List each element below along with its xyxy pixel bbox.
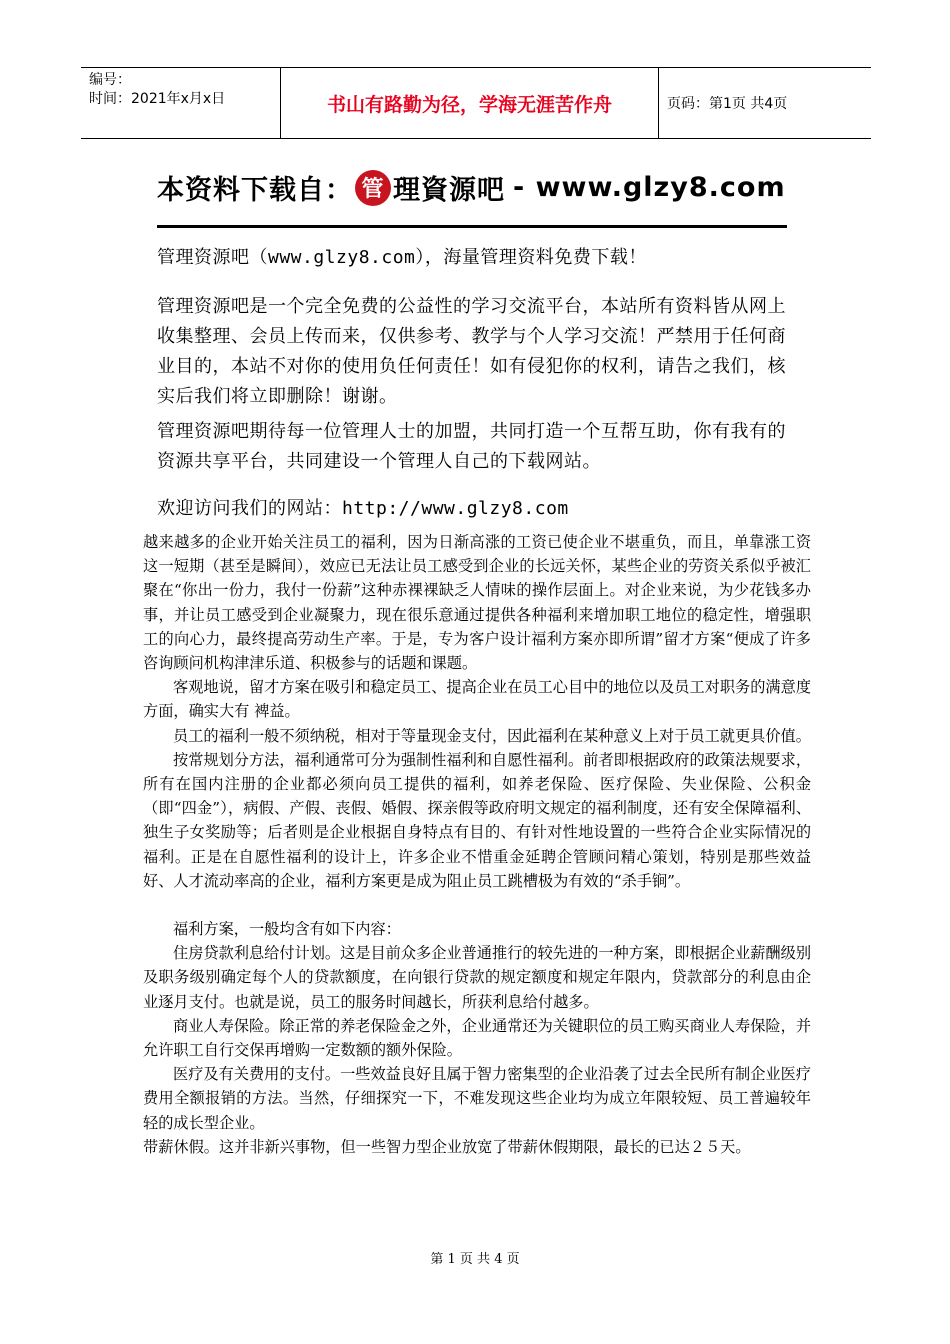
paragraph: 按常规划分方法，福利通常可分为强制性福利和自愿性福利。前者即根据政府的政策法规要求，所有在国内注册的企业都必须向员工提供的福利，如养老保险、医疗保险、失业保险、公积金（即“四金”），病假、产假、丧假、婚假、探亲假等政府明文规定的福利制度，还有安全保障福利、独生子女奖励等；后者则是企业根据自身特点有目的、有针对性地设置的一些符合企业实际情况的福利。正是在自愿性福利的设计上，许多企业不惜重金延聘企管顾问精心策划，特别是那些效益好、人才流动率高的企业，福利方案更是成为阻止员工跳槽极为有效的“杀手锏”。 bbox=[143, 750, 811, 890]
paragraph: 带薪休假。这并非新兴事物，但一些智力型企业放宽了带薪休假期限，最长的已达２５天。 bbox=[143, 1137, 751, 1156]
intro-notice-text: 管理资源吧是一个完全免费的公益性的学习交流平台，本站所有资料皆从网上收集整理、会员上传而来，仅供参考、教学与个人学习交流！严禁用于任何商业目的，本站不对你的使用负任何责任！如有侵犯你的权利，请告之我们，核实后我们将立即删除！谢谢。 bbox=[157, 296, 786, 407]
intro-invite-text: 管理资源吧期待每一位管理人士的加盟，共同打造一个互帮互助，你有我有的资源共享平台，共同建设一个管理人自己的下载网站。 bbox=[157, 421, 786, 472]
paragraph: 越来越多的企业开始关注员工的福利，因为日渐高涨的工资已使企业不堪重负，而且，单靠涨工资这一短期（甚至是瞬间），效应已无法让员工感受到企业的长远关怀，某些企业的劳资关系似乎被汇聚在“你出一份力，我付一份薪”这种赤裸裸缺乏人情味的操作层面上。对企业来说，为少花钱多办事，并让员工感受到企业凝聚力，现在很乐意通过提供各种福利来增加职工地位的稳定性，增强职工的向心力，最终提高劳动生产率。于是，专为客户设计福利方案亦即所谓”留才方案“便成了许多咨询顾问机构津津乐道、积极参与的话题和课题。 bbox=[143, 533, 811, 673]
article-body bbox=[143, 530, 811, 1159]
page-header bbox=[81, 67, 871, 139]
download-banner bbox=[157, 168, 797, 232]
banner-url: - www.glzy8.com bbox=[513, 172, 786, 203]
banner-prefix: 本资料下载自： bbox=[157, 175, 353, 206]
site-logo: 管 bbox=[355, 170, 391, 206]
intro-invite bbox=[157, 417, 797, 477]
intro-line bbox=[157, 243, 797, 273]
paragraph-gap bbox=[143, 893, 811, 917]
paragraph: 客观地说，留才方案在吸引和稳定员工、提高企业在员工心目中的地位以及员工对职务的满意度方面，确实大有 裨益。 bbox=[143, 678, 811, 721]
header-meta bbox=[81, 68, 281, 138]
code-label: 编号： bbox=[89, 72, 131, 88]
intro-line-text: 管理资源吧（www.glzy8.com），海量管理资料免费下载！ bbox=[157, 247, 647, 268]
paragraph: 福利方案，一般均含有如下内容： bbox=[173, 920, 401, 939]
paragraph: 商业人寿保险。除正常的养老保险金之外，企业通常还为关键职位的员工购买商业人寿保险，并允许职工自行交保再增购一定数额的额外保险。 bbox=[143, 1016, 811, 1060]
banner-divider bbox=[157, 225, 787, 228]
banner-title bbox=[157, 168, 797, 207]
banner-site-name: 理資源吧 bbox=[393, 175, 505, 206]
intro-welcome bbox=[157, 494, 797, 524]
header-motto: 书山有路勤为径，学海无涯苦作舟 bbox=[281, 68, 659, 138]
page-footer: 第 1 页 共 4 页 bbox=[430, 1252, 520, 1267]
intro-notice bbox=[157, 292, 797, 412]
header-page-info: 页码：第1页 共4页 bbox=[667, 96, 788, 112]
time-label: 时间：2021年x月x日 bbox=[89, 91, 226, 107]
paragraph: 住房贷款利息给付计划。这是目前众多企业普通推行的较先进的一种方案，即根据企业薪酬级别及职务级别确定每个人的贷款额度，在向银行贷款的规定额度和规定年限内，贷款部分的利息由企业逐月支付。也就是说，员工的服务时间越长，所获利息给付越多。 bbox=[143, 944, 811, 1011]
paragraph: 医疗及有关费用的支付。一些效益良好且属于智力密集型的企业沿袭了过去全民所有制企业医疗费用全额报销的方法。当然，仔细探究一下，不难发现这些企业均为成立年限较短、员工普遍较年轻的成长型企业。 bbox=[143, 1065, 811, 1132]
paragraph: 员工的福利一般不须纳税，相对于等量现金支付，因此福利在某种意义上对于员工就更具价值。 bbox=[173, 726, 811, 745]
intro-welcome-text: 欢迎访问我们的网站：http://www.glzy8.com bbox=[157, 498, 569, 519]
